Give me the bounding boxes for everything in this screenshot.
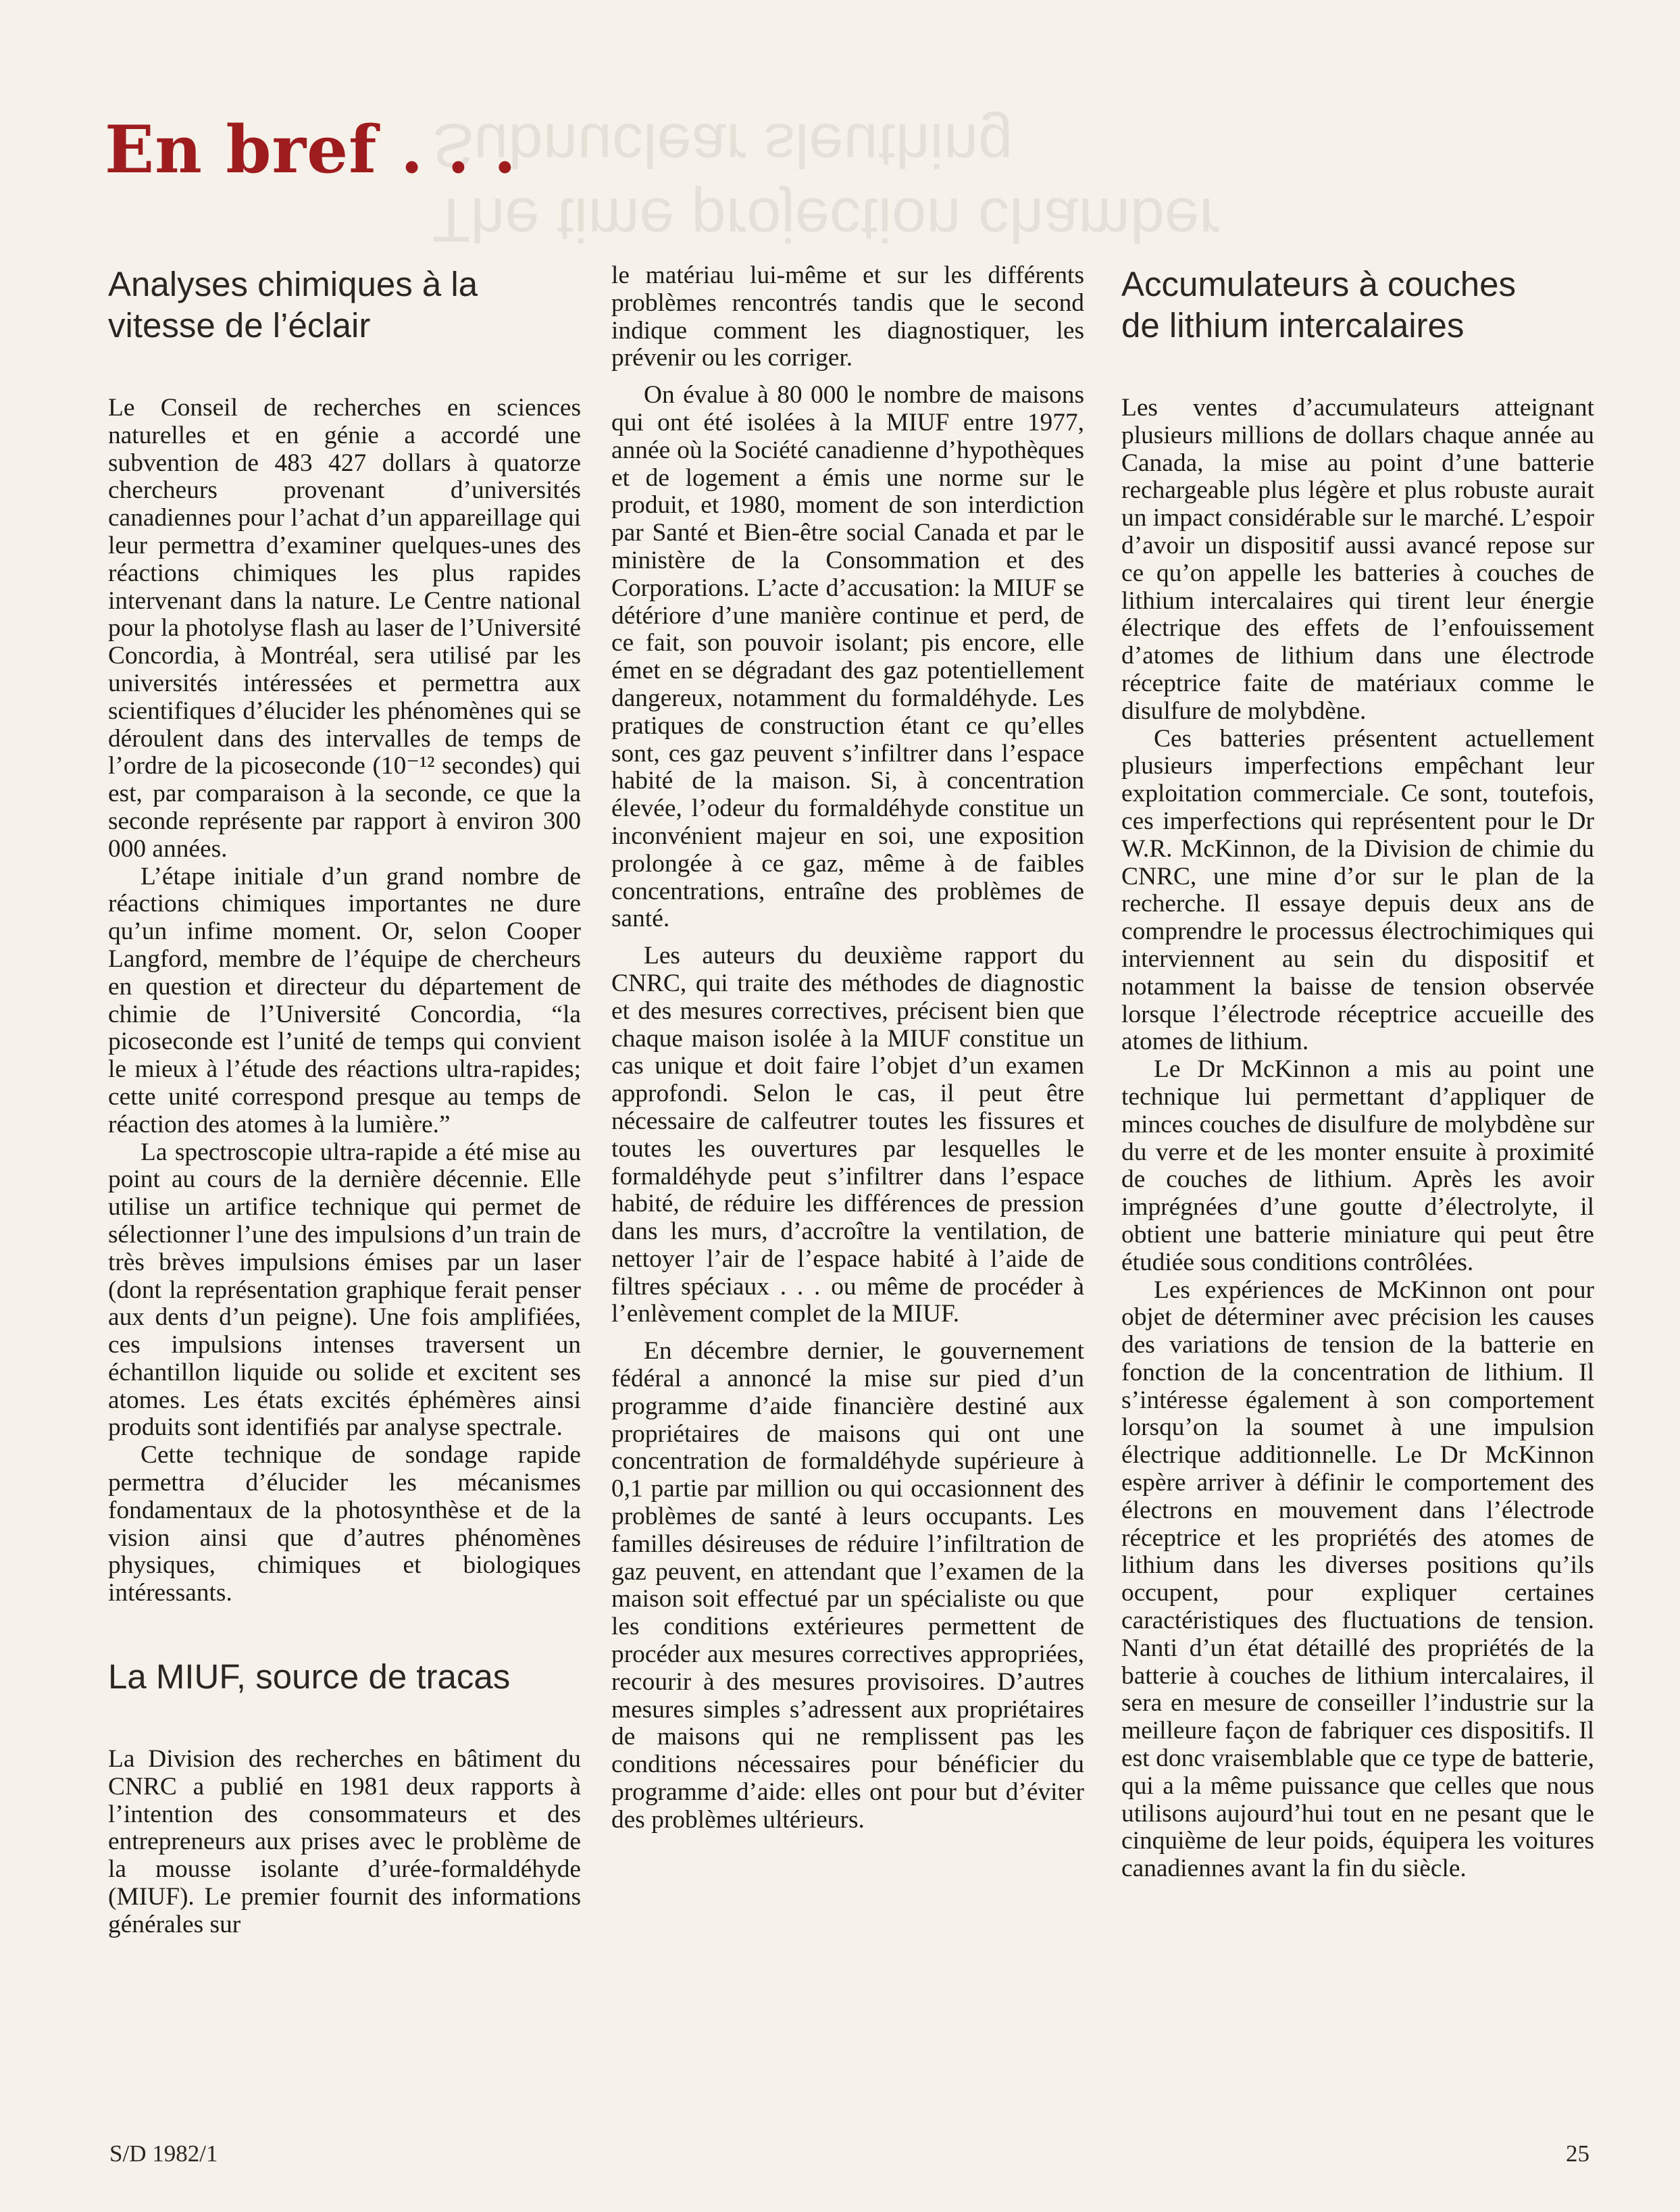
article-title-lithium <box>1121 263 1594 346</box>
paragraph-continued: le matériau lui-même et sur les différents problèmes rencontrés tandis que le second indique comment les diagnostiquer, les prévenir ou les corriger. <box>611 261 1084 372</box>
paragraph: En décembre dernier, le gouvernement fédéral a annoncé la mise sur pied d’un programme d’aide financière destiné aux propriétaires de maisons qui ont une concentration de formaldéhyde supérieure à 0,1 partie par million ou qui occasionnent des problèmes de santé à leurs occupants. Les familles désireuses de réduire l’infiltration de gaz peuvent, en attendant que l’examen de la maison soit effectué par un spécialiste ou que les conditions extérieures permettent de procéder aux mesures correctives appropriées, recourir à des mesures provisoires. D’autres mesures simples s’adressent aux propriétaires de maisons qui ne remplissent pas les conditions nécessaires pour bénéficier du programme d’aide: elles ont pour but d’éviter des problèmes ultérieurs. <box>611 1337 1084 1834</box>
section-masthead: En bref . . . <box>105 111 517 188</box>
column-1 <box>108 263 581 1939</box>
paragraph: Le Conseil de recherches en sciences naturelles et en génie a accordé une subvention de 483 427 dollars à quatorze chercheurs provenant d’universités canadiennes pour l’achat d’un appareillage qui leur permettra d’examiner quelques-unes des réactions chimiques les plus rapides intervenant dans la nature. Le Centre national pour la photolyse flash au laser de l’Université Concordia, à Montréal, sera utilisé par les universités intéressées et permettra aux scientifiques d’élucider les phénomènes qui se déroulent dans des intervalles de temps de l’ordre de la picoseconde (10⁻¹² secondes) qui est, par comparaison à la seconde, ce que la seconde représente par rapport à environ 300 000 années. <box>108 394 581 863</box>
paragraph: Les auteurs du deuxième rapport du CNRC, qui traite des méthodes de diagnostic et des mesures correctives, précisent bien que chaque maison isolée à la MIUF constitue un cas unique et doit faire l’objet d’un examen approfondi. Selon le cas, il peut être nécessaire de calfeutrer toutes les fissures et toutes les ouvertures par lesquelles le formaldéhyde peut s’infiltrer dans l’espace habité, de réduire les différences de pression dans les murs, d’accroître la ventilation, de nettoyer l’air de l’espace habité à l’aide de filtres spéciaux . . . ou même de procéder à l’enlèvement complet de la MIUF. <box>611 942 1084 1328</box>
article-title-chemistry <box>108 263 581 346</box>
bleed-through-text <box>432 101 1669 257</box>
paragraph: Les expériences de McKinnon ont pour objet de déterminer avec précision les causes des variations de tension de la batterie en fonction de la concentration de lithium. Il s’intéresse également à son comportement lorsqu’on la soumet à une impulsion électrique additionnelle. Le Dr McKinnon espère arriver à définir le comportement des électrons en mouvement dans l’électrode réceptrice et les propriétés des atomes de lithium dans les diverses positions qu’ils occupent, pour expliquer certaines caractéristiques des fluctuations de tension. Nanti d’un état détaillé des propriétés de la batterie à couches de lithium intercalaires, il sera en mesure de conseiller l’industrie sur la meilleure façon de fabriquer ces dispositifs. Il est donc vraisemblable que ce type de batterie, qui a la même puissance que celles que nous utilisons aujourd’hui tout en ne pesant que le cinquième de leur poids, équipera les voitures canadiennes avant la fin du siècle. <box>1121 1276 1594 1883</box>
title-line: de lithium intercalaires <box>1121 306 1465 345</box>
column-2 <box>611 262 1084 1834</box>
ghost-line: The time projection chamber <box>432 185 1220 254</box>
paragraph: Cette technique de sondage rapide permettra d’élucider les mécanismes fondamentaux de la photosynthèse et de la vision ainsi que d’autres phénomènes physiques, chimiques et biologiques intéressants. <box>108 1441 581 1607</box>
paragraph: L’étape initiale d’un grand nombre de réactions chimiques importantes ne dure qu’un infime moment. Or, selon Cooper Langford, membre de l’équipe de chercheurs en question et directeur du département de chimie de l’Université Concordia, “la picoseconde est l’unité de temps qui convient le mieux à l’étude des réactions ultra-rapides; cette unité correspond presque au temps de réaction des atomes à la lumière.” <box>108 862 581 1138</box>
paragraph: Les ventes d’accumulateurs atteignant plusieurs millions de dollars chaque année au Canada, la mise au point d’une batterie rechargeable plus légère et plus robuste aurait un impact considérable sur le marché. L’espoir d’avoir un dispositif aussi avancé repose sur ce qu’on appelle les batteries à couches de lithium intercalaires qui tirent leur énergie électrique des effets de l’enfouissement d’atomes de lithium dans une électrode réceptrice faite de matériaux comme le disulfure de molybdène. <box>1121 394 1594 725</box>
issue-label: S/D 1982/1 <box>109 2140 218 2167</box>
title-line: Analyses chimiques à la <box>108 265 478 303</box>
title-line: vitesse de l’éclair <box>108 306 371 345</box>
paragraph: La spectroscopie ultra-rapide a été mise au point au cours de la dernière décennie. Elle utilise un artifice technique qui permet de sélectionner l’une des impulsions d’un train de très brèves impulsions émises par un laser (dont la représentation graphique ferait penser aux dents d’un peigne). Une fois amplifiées, ces impulsions intenses traversent un échantillon liquide ou solide et excitent ses atomes. Les états excités éphémères ainsi produits sont identifiés par analyse spectrale. <box>108 1138 581 1442</box>
page-number: 25 <box>1566 2140 1589 2167</box>
ghost-line: Subnuclear sleuthing <box>432 111 1013 180</box>
paragraph: Ces batteries présentent actuellement plusieurs imperfections empêchant leur exploitation commerciale. Ce sont, toutefois, ces imperfections qui représentent pour le Dr W.R. McKinnon, de la Division de chimie du CNRC, une mine d’or sur le plan de la recherche. Il essaye depuis deux ans de comprendre le processus électrochimiques qui interviennent au sein du dispositif et notamment la baisse de tension observée lorsque l’électrode réceptrice accueille des atomes de lithium. <box>1121 724 1594 1056</box>
paragraph: La Division des recherches en bâtiment du CNRC a publié en 1981 deux rapports à l’intention des consommateurs et des entrepreneurs aux prises avec le problème de la mousse isolante d’urée-formaldéhyde (MIUF). Le premier fournit des informations générales sur <box>108 1745 581 1938</box>
article-title-miuf: La MIUF, source de tracas <box>108 1657 511 1696</box>
paragraph: Le Dr McKinnon a mis au point une technique lui permettant d’appliquer de minces couches de disulfure de molybdène sur du verre et de les monter ensuite à proximité de couches de lithium. Après les avoir imprégnées d’une goutte d’électrolyte, il obtient une batterie miniature qui peut être étudiée sous conditions contrôlées. <box>1121 1055 1594 1276</box>
title-line: Accumulateurs à couches <box>1121 265 1516 303</box>
paragraph: On évalue à 80 000 le nombre de maisons qui ont été isolées à la MIUF entre 1977, année où la Société canadienne d’hypothèques et de logement a émis une norme sur le produit, et 1980, moment de son interdiction par Santé et Bien-être social Canada et par le ministère de la Consommation et des Corporations. L’acte d’accusation: la MIUF se détériore d’une manière continue et perd, de ce fait, son pouvoir isolant; pis encore, elle émet en se dégradant des gaz potentiellement dangereux, notamment du formaldéhyde. Les pratiques de construction étant ce qu’elles sont, ces gaz peuvent s’infiltrer dans l’espace habité de la maison. Si, à concentration élevée, l’odeur du formaldéhyde constitue un inconvénient majeur en soi, une exposition prolongée à ce gaz, même à de faibles concentrations, entraîne des problèmes de santé. <box>611 381 1084 933</box>
column-3 <box>1121 263 1594 1883</box>
